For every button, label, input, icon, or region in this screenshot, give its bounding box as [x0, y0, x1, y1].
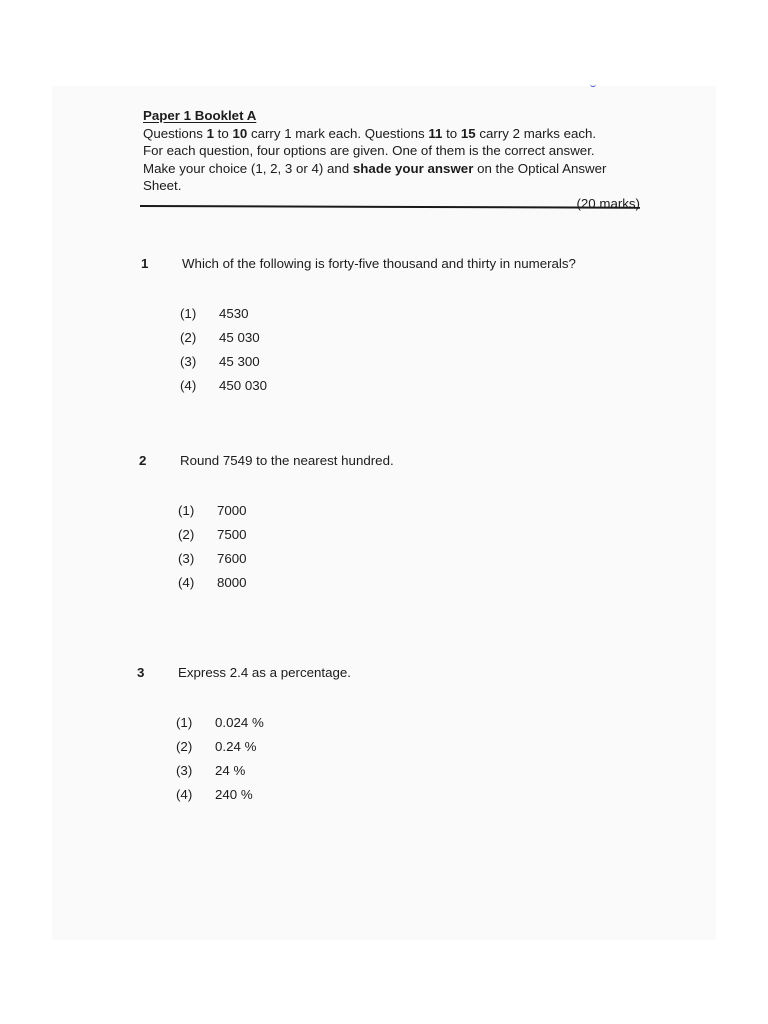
option-label: (2): [180, 330, 197, 345]
option-label: (3): [176, 763, 193, 778]
option-value: 7600: [217, 551, 247, 566]
option-value: 45 030: [219, 330, 260, 345]
instructions-block: [143, 107, 640, 212]
question-text: Round 7549 to the nearest hundred.: [180, 453, 394, 468]
option-label: (4): [180, 378, 197, 393]
instruction-bold: 1: [206, 125, 214, 141]
option-label: (1): [176, 715, 193, 730]
paper-title: Paper 1 Booklet A: [143, 108, 257, 123]
option-label: (3): [178, 551, 195, 566]
option-value: 8000: [217, 575, 247, 590]
option-value: 0.24 %: [215, 739, 257, 754]
question-number: 3: [137, 665, 145, 680]
option-value: 450 030: [219, 378, 268, 393]
option-value: 4530: [219, 306, 249, 321]
instruction-text: carry 1 mark each. Questions: [247, 125, 429, 141]
option-label: (2): [178, 527, 195, 542]
scanned-page: [52, 86, 716, 940]
instruction-bold: 10: [232, 125, 248, 141]
question-text: Express 2.4 as a percentage.: [178, 665, 351, 680]
option-value: 45 300: [219, 354, 260, 369]
option-value: 0.024 %: [215, 715, 264, 730]
instruction-line-1: [143, 125, 640, 143]
instruction-text: on the Optical Answer Sheet.: [143, 160, 607, 193]
option-label: (1): [178, 503, 195, 518]
instruction-text: to: [442, 125, 461, 141]
option-value: 7500: [217, 527, 247, 542]
total-marks: (20 marks): [576, 195, 640, 211]
instruction-text: Make your choice (1, 2, 3 or 4) and: [143, 160, 353, 176]
option-label: (4): [176, 787, 193, 802]
instruction-bold: 11: [428, 125, 443, 141]
instruction-line-2: For each question, four options are given. One of them is the correct answer.: [143, 143, 595, 158]
option-label: (2): [176, 739, 193, 754]
question-text: Which of the following is forty-five thousand and thirty in numerals?: [182, 256, 576, 271]
instruction-bold: 15: [460, 125, 476, 141]
instruction-text: Questions: [143, 125, 207, 141]
question-number: 1: [141, 256, 149, 271]
option-value: 240 %: [215, 787, 253, 802]
option-value: 7000: [217, 503, 247, 518]
instruction-bold: shade your answer: [352, 160, 474, 176]
instruction-text: to: [213, 125, 233, 141]
instruction-text: carry 2 marks each.: [475, 125, 597, 141]
option-label: (4): [178, 575, 195, 590]
option-label: (1): [180, 306, 197, 321]
option-value: 24 %: [215, 763, 246, 778]
question-number: 2: [139, 453, 147, 468]
option-label: (3): [180, 354, 197, 369]
instruction-line-3: [143, 160, 640, 195]
